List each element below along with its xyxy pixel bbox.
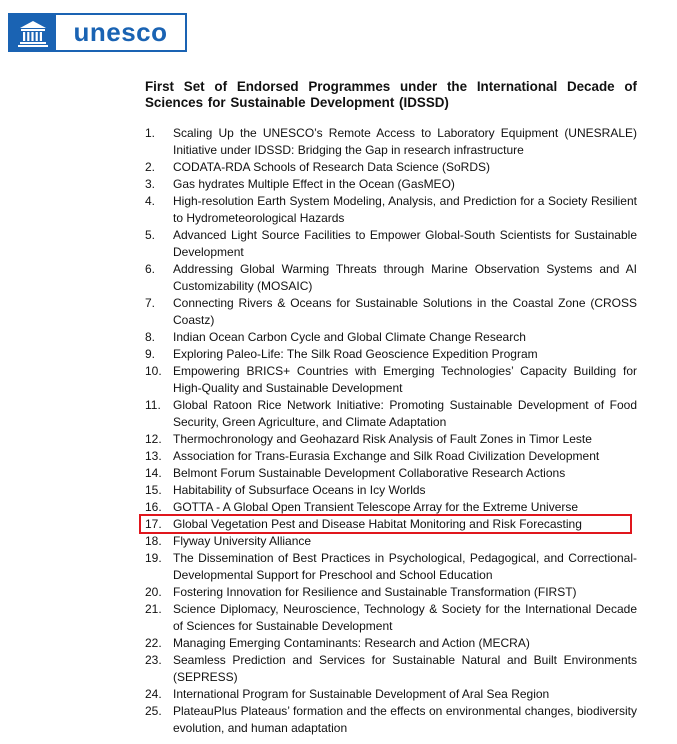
list-item-text: Habitability of Subsurface Oceans in Icy Worlds (173, 483, 426, 497)
list-item-number: 14. (145, 466, 162, 480)
list-item-number: 18. (145, 534, 162, 548)
list-item-text: Indian Ocean Carbon Cycle and Global Climate Change Research (173, 330, 526, 344)
list-item-text: High-resolution Earth System Modeling, Analysis, and Prediction for a Society Resilient to Hydrometeorological Hazards (173, 194, 637, 225)
list-item (145, 703, 637, 737)
list-item-number: 1. (145, 126, 156, 140)
list-item (145, 482, 637, 499)
list-item-text: Association for Trans-Eurasia Exchange and Silk Road Civilization Development (173, 449, 600, 463)
list-item-text: Global Vegetation Pest and Disease Habitat Monitoring and Risk Forecasting (173, 517, 582, 531)
list-item-number: 24. (145, 687, 162, 701)
list-item (145, 261, 637, 295)
list-item-text: Belmont Forum Sustainable Development Collaborative Research Actions (173, 466, 566, 480)
list-item-number: 23. (145, 653, 162, 667)
list-item-number: 16. (145, 500, 162, 514)
list-item (145, 448, 637, 465)
temple-emblem-icon (10, 15, 56, 50)
list-item-number: 3. (145, 177, 156, 191)
list-item (145, 397, 637, 431)
list-item-number: 11. (145, 398, 161, 412)
list-item-text: Addressing Global Warming Threats through Marine Observation Systems and AI Customizability (MOSAIC) (173, 262, 637, 293)
list-item-text: CODATA-RDA Schools of Research Data Science (SoRDS) (173, 160, 490, 174)
list-item (145, 159, 637, 176)
list-item (145, 295, 637, 329)
list-item (145, 193, 637, 227)
list-item-text: International Program for Sustainable Development of Aral Sea Region (173, 687, 550, 701)
list-item-text: PlateauPlus Plateaus’ formation and the effects on environmental changes, biodiversity evolution, and human adaptation (173, 704, 637, 735)
list-item (145, 363, 637, 397)
list-item-text: Connecting Rivers & Oceans for Sustainable Solutions in the Coastal Zone (CROSS Coastz) (173, 296, 637, 327)
unesco-logo (8, 13, 187, 52)
document-title: First Set of Endorsed Programmes under the International Decade of Sciences for Sustainable Development (IDSSD) (145, 79, 637, 110)
list-item-number: 19. (145, 551, 162, 565)
list-item-number: 9. (145, 347, 156, 361)
list-item-text: Scaling Up the UNESCO’s Remote Access to Laboratory Equipment (UNESRALE) Initiative under IDSSD: Bridging the Gap in research infrastructure (173, 126, 637, 157)
list-item (145, 635, 637, 652)
list-item (145, 227, 637, 261)
list-item-number: 15. (145, 483, 162, 497)
list-item (145, 125, 637, 159)
list-item-text: Global Ratoon Rice Network Initiative: Promoting Sustainable Development of Food Security, Green Agriculture, and Climate Adaptation (173, 398, 637, 429)
list-item-number: 8. (145, 330, 156, 344)
list-item-text: Thermochronology and Geohazard Risk Analysis of Fault Zones in Timor Leste (173, 432, 592, 446)
list-item-text: The Dissemination of Best Practices in Psychological, Pedagogical, and Correctional-Developmental Support for Preschool and School Education (173, 551, 637, 582)
list-item (145, 431, 637, 448)
list-item-number: 7. (145, 296, 156, 310)
list-item-text: GOTTA - A Global Open Transient Telescope Array for the Extreme Universe (173, 500, 579, 514)
list-item-number: 20. (145, 585, 162, 599)
list-item-text: Gas hydrates Multiple Effect in the Ocean (GasMEO) (173, 177, 455, 191)
list-item-text: Advanced Light Source Facilities to Empower Global-South Scientists for Sustainable Development (173, 228, 637, 259)
list-item-number: 22. (145, 636, 162, 650)
list-item (145, 533, 637, 550)
list-item-text: Flyway University Alliance (173, 534, 312, 548)
list-item-text: Exploring Paleo-Life: The Silk Road Geoscience Expedition Program (173, 347, 538, 361)
logo-wordmark: unesco (73, 17, 168, 47)
list-item (145, 346, 637, 363)
list-item-text: Managing Emerging Contaminants: Research and Action (MECRA) (173, 636, 530, 650)
list-item-number: 5. (145, 228, 156, 242)
list-item (145, 584, 637, 601)
list-item-number: 17. (145, 517, 162, 531)
list-item-text: Empowering BRICS+ Countries with Emerging Technologies’ Capacity Building for High-Quality and Sustainable Development (173, 364, 637, 395)
list-item (145, 686, 637, 703)
list-item-number: 21. (145, 602, 162, 616)
list-item-number: 25. (145, 704, 162, 718)
list-item-highlighted (145, 516, 637, 533)
list-item (145, 652, 637, 686)
list-item-text: Seamless Prediction and Services for Sustainable Natural and Built Environments (SEPRESS) (173, 653, 637, 684)
list-item-number: 2. (145, 160, 156, 174)
list-item-number: 12. (145, 432, 162, 446)
list-item (145, 601, 637, 635)
list-item (145, 329, 637, 346)
list-item-number: 13. (145, 449, 162, 463)
list-item-text: Fostering Innovation for Resilience and Sustainable Transformation (FIRST) (173, 585, 577, 599)
list-item (145, 176, 637, 193)
list-item-number: 6. (145, 262, 156, 276)
list-item-number: 4. (145, 194, 156, 208)
list-item-text: Science Diplomacy, Neuroscience, Technology & Society for the International Decade of Sciences for Sustainable Development (173, 602, 637, 633)
list-item (145, 465, 637, 482)
programme-list (145, 125, 637, 737)
list-item (145, 550, 637, 584)
list-item-number: 10. (145, 364, 162, 378)
